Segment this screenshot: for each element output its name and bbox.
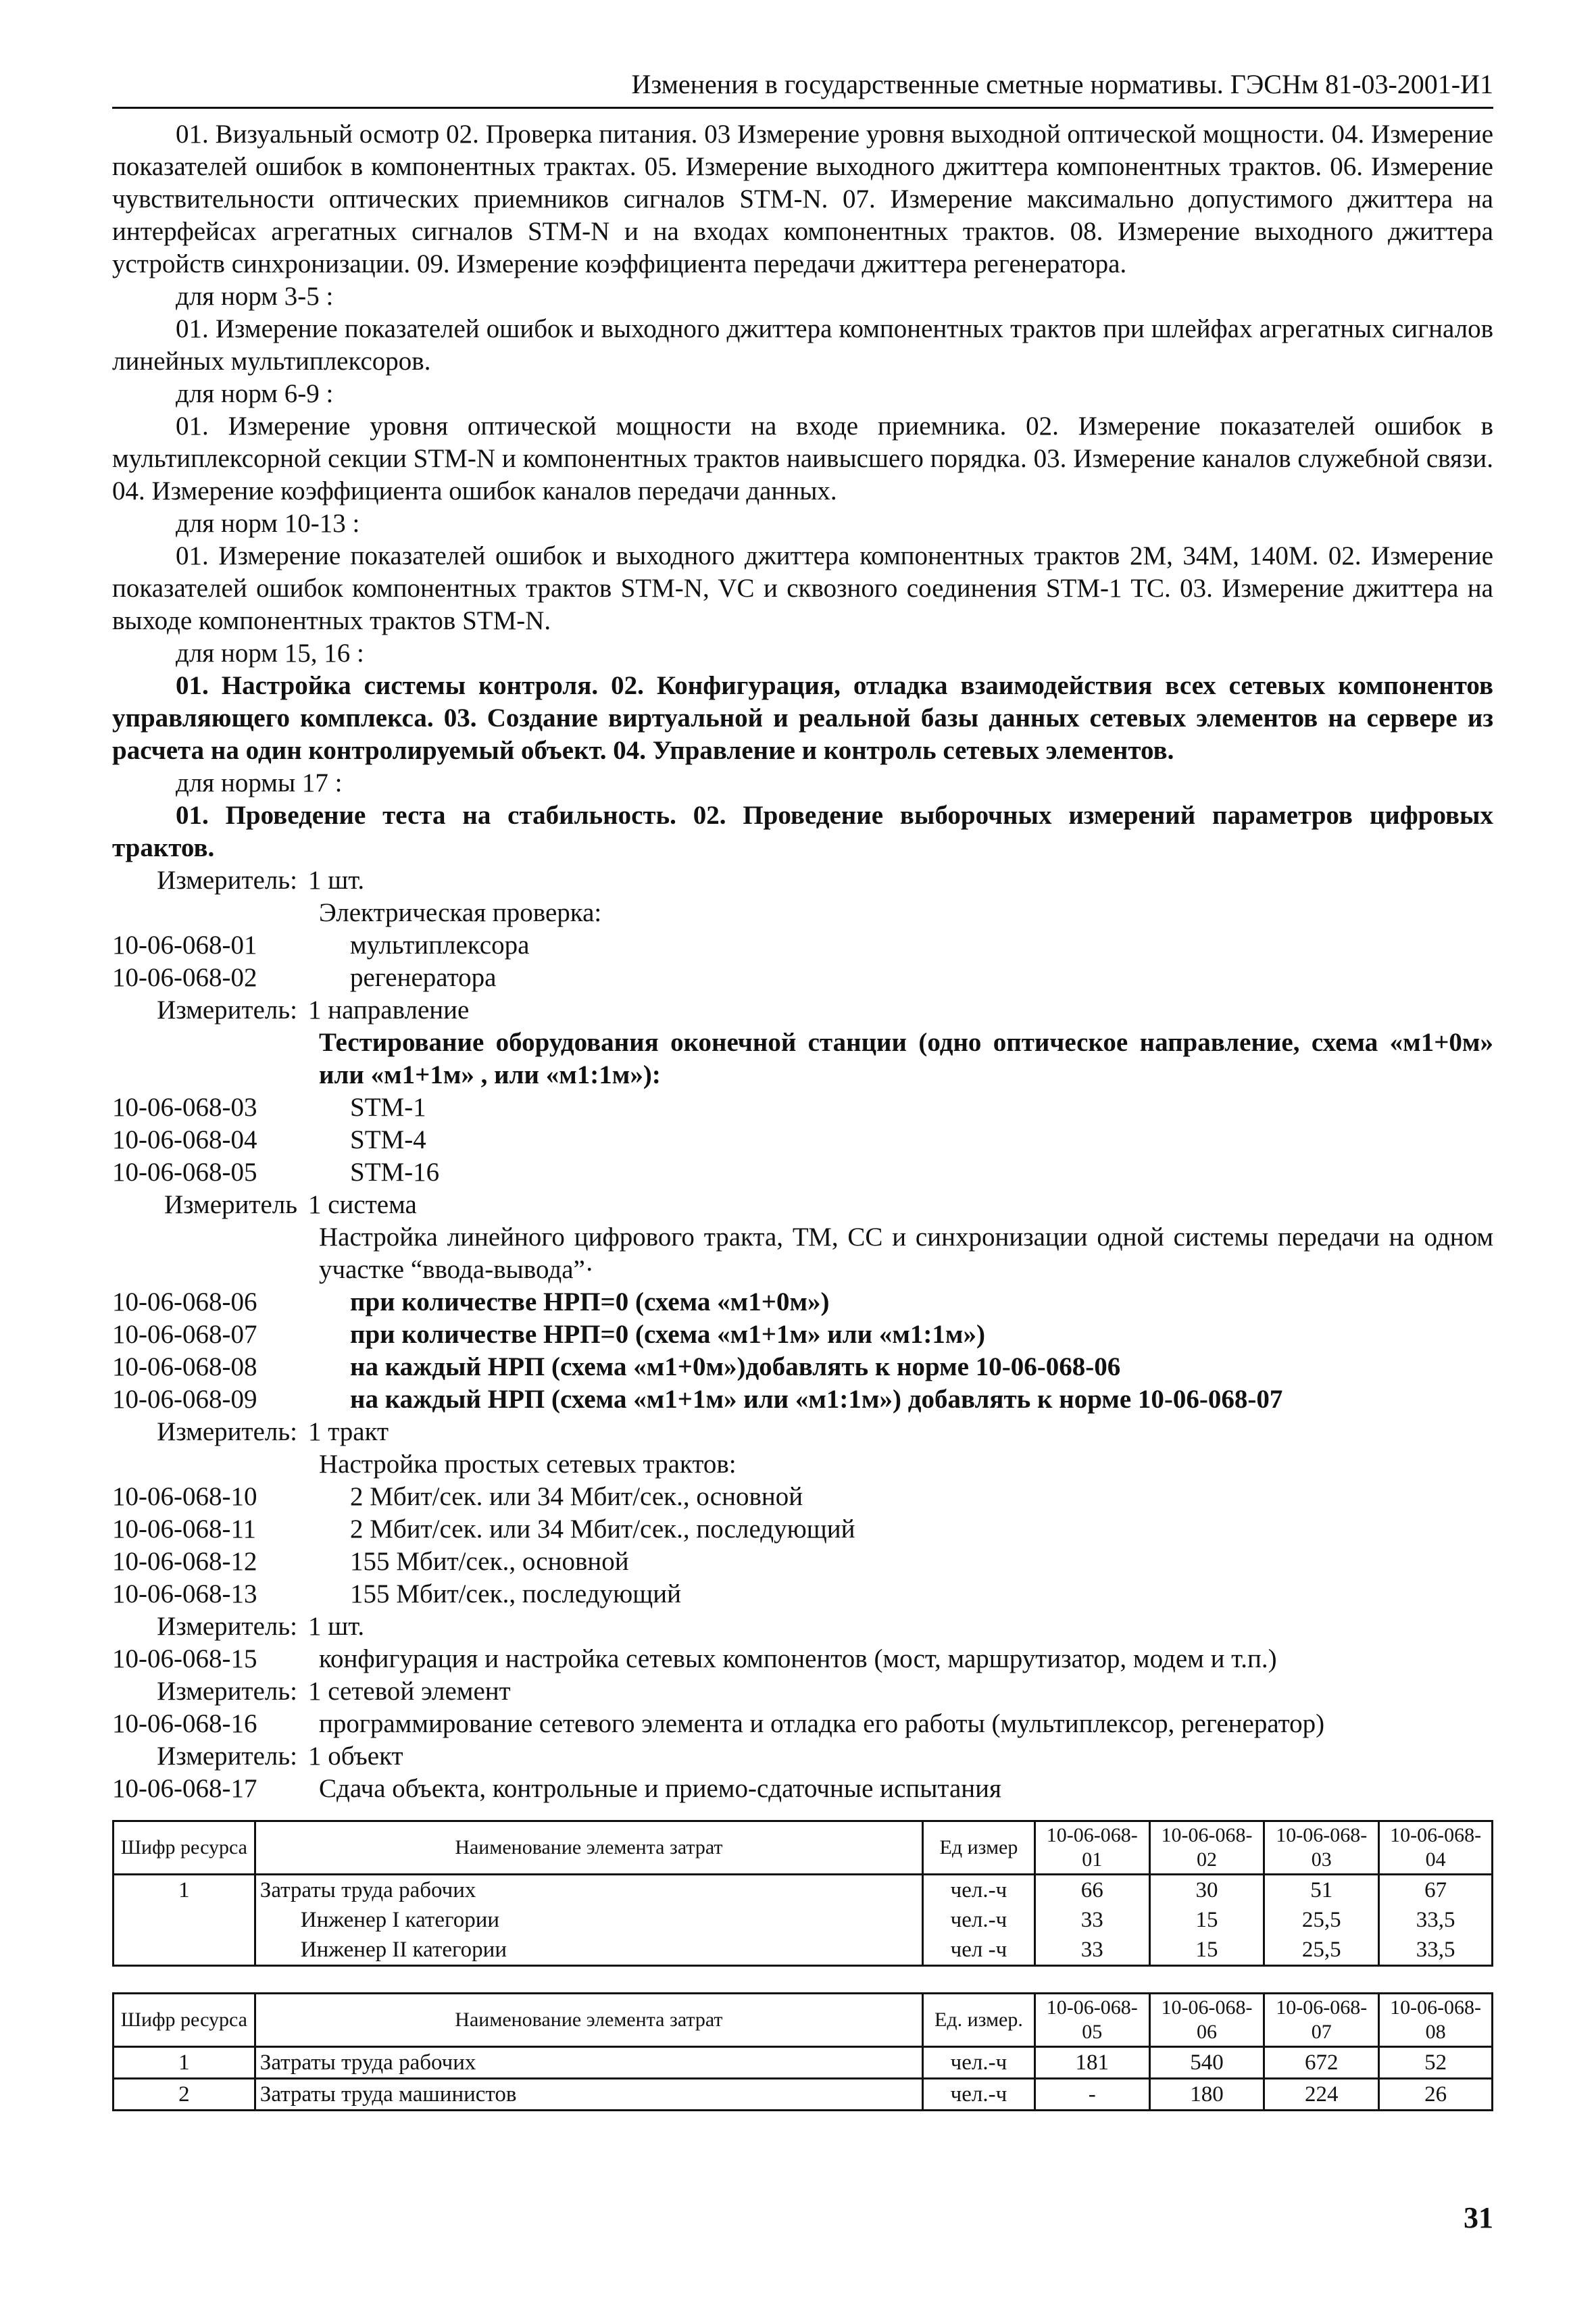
unit-cell: чел.-ч [923, 2079, 1035, 2111]
section-operations: 01. Настройка системы контроля. 02. Конфигурация, отладка взаимодействия всех сетевых компонентов управляющего комплекса. 03. Создание виртуальной и реальной базы данных сетевых элементов на сервере из расчета на один контролируемый объект. 04. Управление и контроль сетевых элементов. [112, 671, 1493, 765]
value-cell: 25,5 [1264, 1905, 1379, 1935]
norm-code: 10-06-068-13 [112, 1579, 257, 1608]
resource-code [114, 1905, 255, 1935]
unit-cell: чел.-ч [923, 1905, 1035, 1935]
table-row [114, 1875, 1493, 1906]
norm-code: 10-06-068-10 [112, 1482, 257, 1511]
unit-line [112, 1610, 1493, 1643]
section-operations: 01. Измерение уровня оптической мощности на входе приемника. 02. Измерение показателей ошибок в мультиплексорной секции STM-N и компонентных трактов наивысшего порядка. 03. Измерение каналов служебной связи. 04. Измерение коэффициента ошибок каналов передачи данных. [112, 412, 1493, 506]
norm-row [112, 1481, 1493, 1513]
norm-code: 10-06-068-08 [112, 1352, 257, 1381]
unit-value: 1 система [308, 1190, 417, 1219]
norm-code: 10-06-068-07 [112, 1320, 257, 1349]
norm-code: 10-06-068-16 [112, 1709, 257, 1738]
value-cell: 51 [1264, 1875, 1379, 1906]
intro-operations: 01. Визуальный осмотр 02. Проверка питания. 03 Измерение уровня выходной оптической мощности. 04. Измерение показателей ошибок в компонентных трактах. 05. Измерение выходного джиттера компонентных трактов. 06. Измерение чувствительности оптических приемников сигналов STM-N. 07. Измерение максимально допустимого джиттера на интерфейсах агрегатных сигналов STM-N и на входах компонентных трактов. 08. Измерение выходного джиттера устройств синхронизации. 09. Измерение коэффициента передачи джиттера регенератора. [112, 120, 1493, 278]
norm-row [112, 1773, 1493, 1805]
value-cell: 33,5 [1379, 1935, 1493, 1966]
norm-code: 10-06-068-01 [112, 931, 257, 960]
column-header: Наименование элемента затрат [255, 1821, 922, 1875]
unit-line [112, 1675, 1493, 1708]
norm-description: 2 Мбит/сек. или 34 Мбит/сек., основной [350, 1482, 803, 1511]
cost-element-name: Инженер I категории [255, 1905, 922, 1935]
unit-label: Измеритель: [157, 995, 297, 1025]
column-header: 10-06-068-02 [1149, 1821, 1264, 1875]
norm-row [112, 1351, 1493, 1383]
resource-tables [112, 1820, 1493, 2111]
group-heading: Тестирование оборудования оконечной станции (одно оптическое направление, схема «м1+0м» или «м1+1м» , или «м1:1м»): [319, 1028, 1493, 1089]
norm-row [112, 1124, 1493, 1156]
section-label: для нормы 17 : [176, 768, 343, 797]
value-cell: 67 [1379, 1875, 1493, 1906]
norm-row [112, 1286, 1493, 1319]
norm-description: регенератора [350, 963, 497, 992]
table-header-row [114, 1821, 1493, 1875]
table-row [114, 2047, 1493, 2079]
norm-description: Сдача объекта, контрольные и приемо-сдаточные испытания [319, 1774, 1001, 1803]
norm-code: 10-06-068-03 [112, 1093, 257, 1122]
section-label: для норм 15, 16 : [176, 639, 364, 668]
unit-label: Измеритель: [157, 1677, 297, 1706]
value-cell: 26 [1379, 2079, 1493, 2111]
column-header: 10-06-068-03 [1264, 1821, 1379, 1875]
column-header: 10-06-068-08 [1379, 1994, 1493, 2047]
column-header: Шифр ресурса [114, 1994, 255, 2047]
section-operations: 01. Измерение показателей ошибок и выходного джиттера компонентных трактов при шлейфах агрегатных сигналов линейных мультиплексоров. [112, 314, 1493, 376]
value-cell: 15 [1149, 1935, 1264, 1966]
unit-value: 1 объект [308, 1742, 403, 1771]
column-header: Ед. измер. [923, 1994, 1035, 2047]
table-row [114, 1905, 1493, 1935]
section-label: для норм 6-9 : [176, 379, 334, 408]
norm-description: STM-4 [350, 1125, 426, 1154]
table-row [114, 1935, 1493, 1966]
value-cell: 180 [1149, 2079, 1264, 2111]
value-cell: 15 [1149, 1905, 1264, 1935]
value-cell: 52 [1379, 2047, 1493, 2079]
norm-description: 2 Мбит/сек. или 34 Мбит/сек., последующий [350, 1515, 855, 1544]
norm-code: 10-06-068-15 [112, 1644, 257, 1673]
norm-description: на каждый НРП (схема «м1+0м»)добавлять к норме 10-06-068-06 [350, 1352, 1121, 1381]
norm-code: 10-06-068-05 [112, 1158, 257, 1187]
unit-line [112, 1740, 1493, 1773]
value-cell: 25,5 [1264, 1935, 1379, 1966]
column-header: 10-06-068-06 [1149, 1994, 1264, 2047]
page-number: 31 [1464, 2201, 1493, 2234]
unit-value: 1 шт. [308, 866, 365, 895]
unit-value: 1 направление [308, 995, 470, 1025]
norm-row [112, 1643, 1493, 1675]
cost-element-name: Инженер II категории [255, 1935, 922, 1966]
unit-value: 1 шт. [308, 1612, 365, 1641]
resource-code: 1 [114, 2047, 255, 2079]
page-header: Изменения в государственные сметные нормативы. ГЭСНм 81-03-2001-И1 [112, 68, 1493, 109]
table-row [114, 2079, 1493, 2111]
unit-line [112, 864, 1493, 897]
norm-description: STM-1 [350, 1093, 426, 1122]
norm-row [112, 1319, 1493, 1351]
column-header: 10-06-068-01 [1034, 1821, 1149, 1875]
value-cell: 30 [1149, 1875, 1264, 1906]
unit-value: 1 сетевой элемент [308, 1677, 511, 1706]
norm-row [112, 1546, 1493, 1578]
norm-description: 155 Мбит/сек., последующий [350, 1579, 681, 1608]
norm-code: 10-06-068-17 [112, 1774, 257, 1803]
column-header: Шифр ресурса [114, 1821, 255, 1875]
value-cell: - [1034, 2079, 1149, 2111]
unit-label: Измеритель: [157, 866, 297, 895]
value-cell: 181 [1034, 2047, 1149, 2079]
norm-row [112, 1708, 1493, 1740]
table-header-row [114, 1994, 1493, 2047]
document-page [112, 68, 1493, 2111]
column-header: Ед измер [923, 1821, 1035, 1875]
norm-row [112, 1513, 1493, 1546]
cost-element-name: Затраты труда рабочих [255, 2047, 922, 2079]
unit-label: Измеритель: [157, 1742, 297, 1771]
norm-row [112, 962, 1493, 994]
norm-row [112, 1156, 1493, 1189]
unit-label: Измеритель: [157, 1417, 297, 1446]
value-cell: 672 [1264, 2047, 1379, 2079]
norm-description: мультиплексора [350, 931, 530, 960]
resource-table [112, 1992, 1493, 2111]
unit-cell: чел.-ч [923, 1875, 1035, 1906]
norm-row [112, 1578, 1493, 1610]
resource-code: 2 [114, 2079, 255, 2111]
value-cell: 224 [1264, 2079, 1379, 2111]
norm-code: 10-06-068-02 [112, 963, 257, 992]
group-heading: Электрическая проверка: [319, 898, 602, 927]
section-operations: 01. Измерение показателей ошибок и выходного джиттера компонентных трактов 2М, 34М, 140М. 02. Измерение показателей ошибок компонентных трактов STM-N, VC и сквозного соединения STM-1 TC. 03. Измерение джиттера на выходе компонентных трактов STM-N. [112, 541, 1493, 635]
value-cell: 33,5 [1379, 1905, 1493, 1935]
norm-description: STM-16 [350, 1158, 440, 1187]
group-heading: Настройка линейного цифрового тракта, ТМ, СС и синхронизации одной системы передачи на одном участке “ввода-вывода”· [319, 1223, 1493, 1284]
cost-element-name: Затраты труда машинистов [255, 2079, 922, 2111]
unit-label: Измеритель [164, 1190, 297, 1219]
unit-cell: чел.-ч [923, 2047, 1035, 2079]
norm-row [112, 1091, 1493, 1124]
section-label: для норм 3-5 : [176, 282, 334, 311]
norm-code: 10-06-068-04 [112, 1125, 257, 1154]
unit-line [112, 1416, 1493, 1448]
norm-row [112, 1383, 1493, 1416]
resource-code: 1 [114, 1875, 255, 1906]
norm-description: 155 Мбит/сек., основной [350, 1547, 629, 1576]
norm-code: 10-06-068-09 [112, 1385, 257, 1414]
resource-code [114, 1935, 255, 1966]
norm-row [112, 929, 1493, 962]
section-operations: 01. Проведение теста на стабильность. 02. Проведение выборочных измерений параметров цифровых трактов. [112, 801, 1493, 862]
value-cell: 33 [1034, 1935, 1149, 1966]
table-gap [112, 1967, 1493, 1992]
value-cell: 66 [1034, 1875, 1149, 1906]
norm-description: на каждый НРП (схема «м1+1м» или «м1:1м») добавлять к норме 10-06-068-07 [350, 1385, 1283, 1414]
unit-value: 1 тракт [308, 1417, 389, 1446]
norm-code: 10-06-068-11 [112, 1515, 257, 1544]
cost-element-name: Затраты труда рабочих [255, 1875, 922, 1906]
column-header: Наименование элемента затрат [255, 1994, 922, 2047]
unit-line [112, 1189, 1493, 1221]
column-header: 10-06-068-05 [1034, 1994, 1149, 2047]
norm-code: 10-06-068-06 [112, 1287, 257, 1316]
unit-label: Измеритель: [157, 1612, 297, 1641]
resource-table [112, 1820, 1493, 1967]
norm-description: при количестве НРП=0 (схема «м1+0м») [350, 1287, 830, 1316]
norm-description: программирование сетевого элемента и отладка его работы (мультиплексор, регенератор) [319, 1709, 1325, 1738]
unit-cell: чел -ч [923, 1935, 1035, 1966]
column-header: 10-06-068-07 [1264, 1994, 1379, 2047]
value-cell: 540 [1149, 2047, 1264, 2079]
norm-description: при количестве НРП=0 (схема «м1+1м» или «м1:1м») [350, 1320, 985, 1349]
norm-groups [112, 864, 1493, 1805]
group-heading: Настройка простых сетевых трактов: [319, 1450, 737, 1479]
section-label: для норм 10-13 : [176, 509, 360, 538]
norm-code: 10-06-068-12 [112, 1547, 257, 1576]
norm-description: конфигурация и настройка сетевых компонентов (мост, маршрутизатор, модем и т.п.) [319, 1644, 1277, 1673]
column-header: 10-06-068-04 [1379, 1821, 1493, 1875]
value-cell: 33 [1034, 1905, 1149, 1935]
unit-line [112, 994, 1493, 1027]
operations-sections [112, 280, 1493, 864]
